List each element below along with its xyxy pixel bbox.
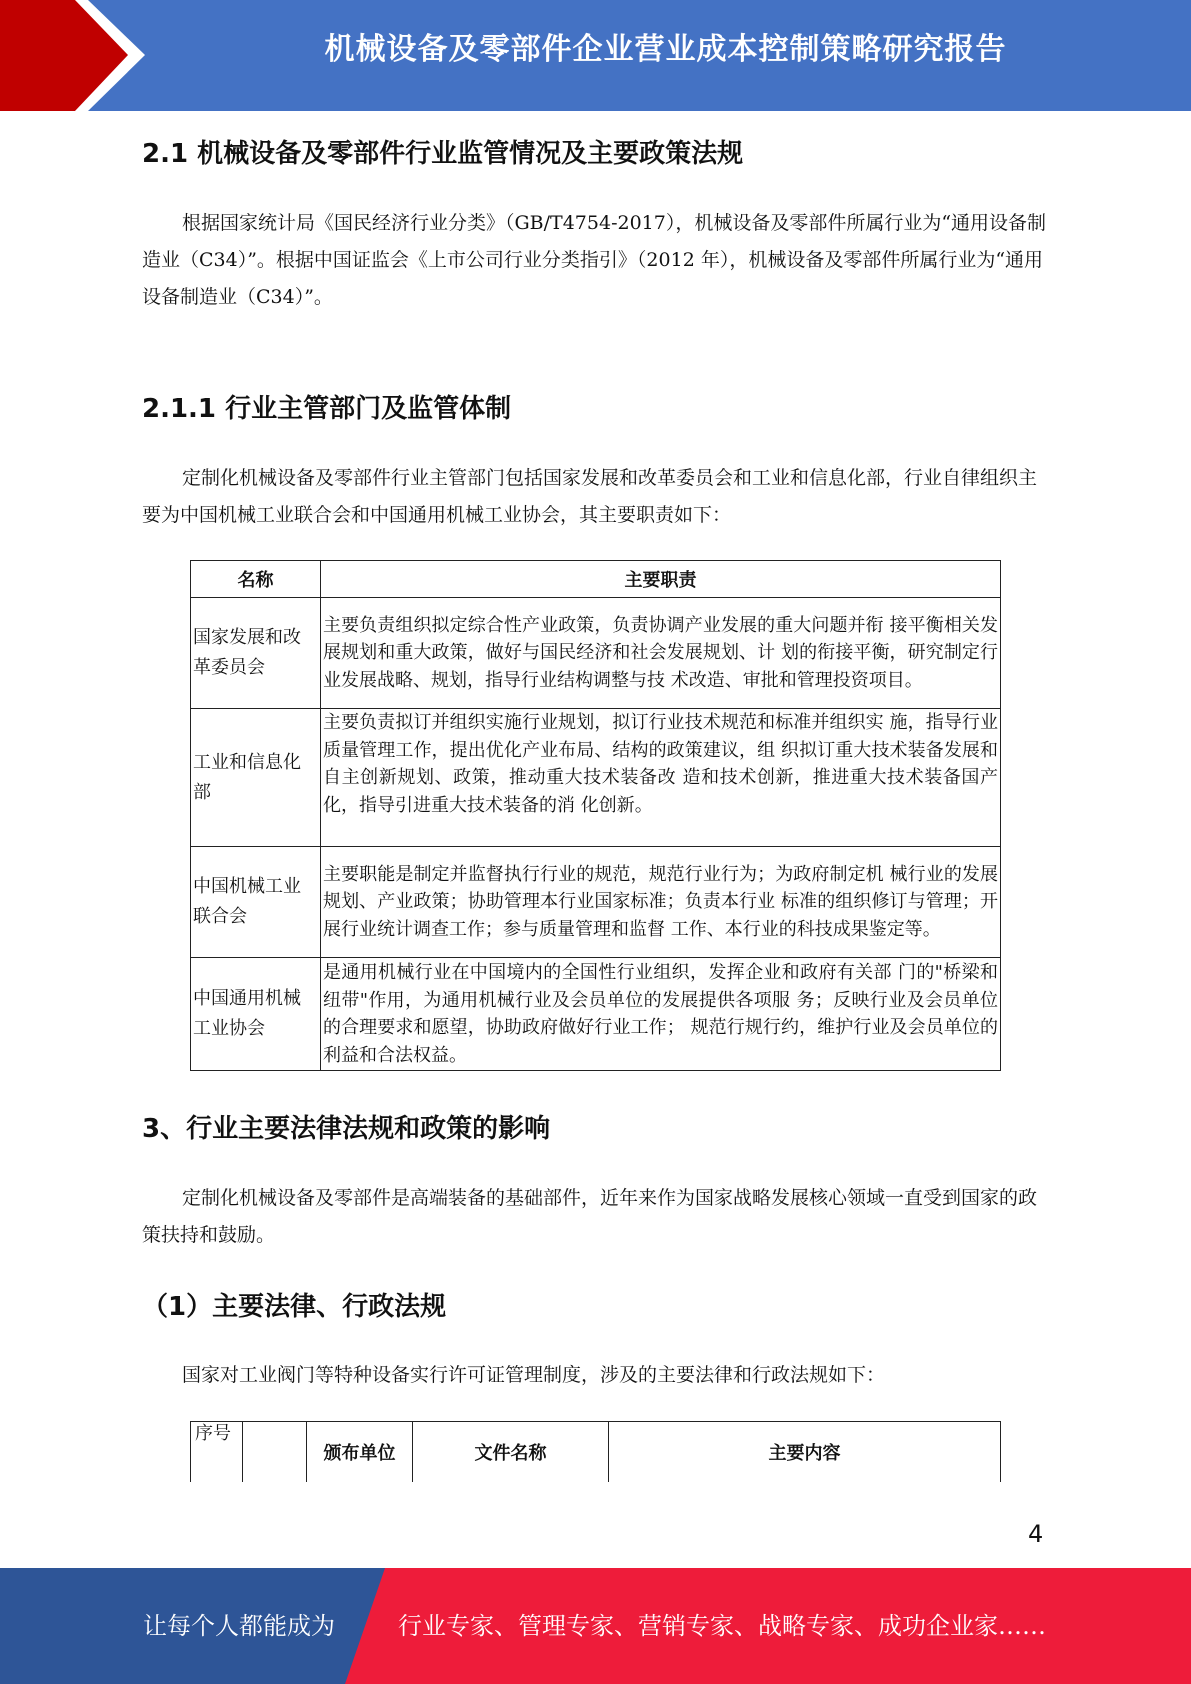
regulator-name: 中国通用机械工业协会: [191, 958, 321, 1071]
table-header-row: [191, 561, 1001, 598]
column-header-content: 主要内容: [609, 1422, 1001, 1483]
regulator-name: 中国机械工业联合会: [191, 847, 321, 958]
section-2-1-heading: 2.1 机械设备及零部件行业监管情况及主要政策法规: [142, 139, 744, 169]
regulator-duty: 是通用机械行业在中国境内的全国性行业组织，发挥企业和政府有关部 门的"桥梁和纽带"作用，为通用机械行业及会员单位的发展提供各项服 务；反映行业及会员单位的合理要求和愿望，协助政府做好行业工作； 规范行规行约，维护行业及会员单位的利益和合法权益。: [321, 958, 1001, 1071]
section-3-1-heading: （1）主要法律、行政法规: [142, 1292, 447, 1322]
footer-slogan-left: 让每个人都能成为: [143, 1612, 335, 1640]
table-row: [191, 709, 1001, 847]
regulator-name: 国家发展和改革委员会: [191, 598, 321, 709]
page-number: 4: [1028, 1520, 1044, 1548]
section-2-1-paragraph: 根据国家统计局《国民经济行业分类》（GB/T4754-2017），机械设备及零部件所属行业为“通用设备制造业（C34）”。根据中国证监会《上市公司行业分类指引》（2012 年），机械设备及零部件所属行业为“通用设备制造业（C34）”。: [142, 212, 1047, 308]
header-chevron-icon: [0, 0, 160, 111]
column-header-name: 名称: [191, 561, 321, 598]
section-3-1-paragraph: 国家对工业阀门等特种设备实行许可证管理制度，涉及的主要法律和行政法规如下：: [182, 1364, 886, 1386]
regulator-duty: 主要负责拟订并组织实施行业规划，拟订行业技术规范和标准并组织实 施，指导行业质量管理工作，提出优化产业布局、结构的政策建议，组 织拟订重大技术装备发展和自主创新规划、政策，推动重大技术装备改 造和技术创新，推进重大技术装备国产化，指导引进重大技术装备的消 化创新。: [321, 709, 1001, 847]
regulator-duty: 主要负责组织拟定综合性产业政策，负责协调产业发展的重大问题并衔 接平衡相关发展规划和重大政策，做好与国民经济和社会发展规划、计 划的衔接平衡，研究制定行业发展战略、规划，指导行业结构调整与技 术改造、审批和管理投资项目。: [321, 598, 1001, 709]
footer-slogan-right: 行业专家、管理专家、营销专家、战略专家、成功企业家……: [398, 1612, 1046, 1640]
column-header-document: 文件名称: [413, 1422, 609, 1483]
section-3-heading: 3、行业主要法律法规和政策的影响: [142, 1114, 551, 1144]
report-title: 机械设备及零部件企业营业成本控制策略研究报告: [324, 32, 1007, 67]
section-2-1-1-paragraph: 定制化机械设备及零部件行业主管部门包括国家发展和改革委员会和工业和信息化部，行业自律组织主要为中国机械工业联合会和中国通用机械工业协会，其主要职责如下：: [142, 467, 1038, 526]
section-3-paragraph: 定制化机械设备及零部件是高端装备的基础部件，近年来作为国家战略发展核心领域一直受到国家的政策扶持和鼓励。: [142, 1187, 1038, 1246]
column-header-seq: 序号: [191, 1422, 243, 1483]
regulator-name: 工业和信息化部: [191, 709, 321, 847]
column-header-issuer: 颁布单位: [307, 1422, 413, 1483]
table-header-row: [191, 1422, 1001, 1483]
page-footer: [0, 1568, 1191, 1684]
page-header: [0, 0, 1191, 111]
table-row: [191, 958, 1001, 1071]
table-row: [191, 847, 1001, 958]
section-2-1-1-heading: 2.1.1 行业主管部门及监管体制: [142, 394, 512, 424]
table-row: [191, 598, 1001, 709]
laws-table: [190, 1421, 1001, 1482]
regulator-duty-table: [190, 560, 1001, 1071]
column-header-blank: [243, 1422, 307, 1483]
column-header-duty: 主要职责: [321, 561, 1001, 598]
regulator-duty: 主要职能是制定并监督执行行业的规范，规范行业行为；为政府制定机 械行业的发展规划、产业政策；协助管理本行业国家标准；负责本行业 标准的组织修订与管理；开展行业统计调查工作；参与质量管理和监督 工作、本行业的科技成果鉴定等。: [321, 847, 1001, 958]
